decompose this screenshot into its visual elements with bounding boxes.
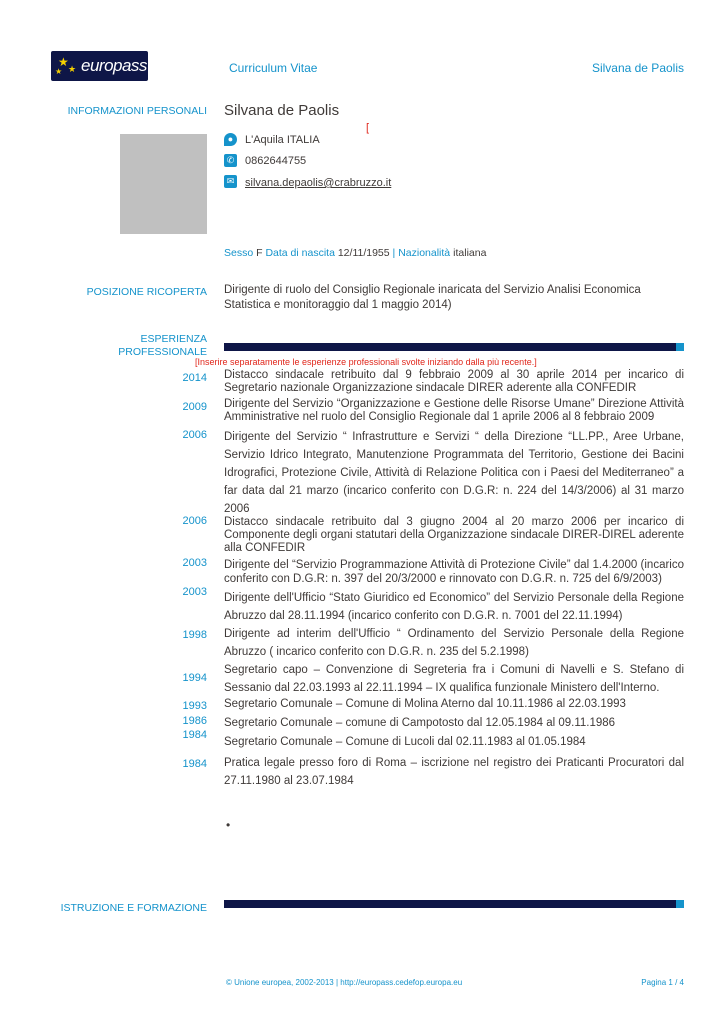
logo-text: europass [81,56,147,75]
footer-copyright: © Unione europea, 2002-2013 | http://europass.cedefop.europa.eu [226,978,463,987]
section-label-education: ISTRUZIONE E FORMAZIONE [60,902,207,914]
email-link[interactable]: silvana.depaolis@crabruzzo.it [245,177,392,189]
photo-placeholder [120,134,207,234]
sex-label: Sesso [224,247,254,259]
section-label-personal: INFORMAZIONI PERSONALI [67,105,207,117]
year: 1984 [182,729,207,741]
year: 1984 [182,758,207,770]
experience-entry: Segretario Comunale – comune di Campotosto dal 12.05.1984 al 09.11.1986 [224,717,616,729]
doc-title: Curriculum Vitae [229,61,318,75]
year: 1986 [182,715,207,727]
experience-entry: Distacco sindacale retribuito dal 9 febbraio 2009 al 30 aprile 2014 per incarico di Segretario nazionale Organizzazione sindacale DIRER aderente alla CONFEDIR [224,369,684,394]
europass-logo [51,51,148,81]
sex-value: F [256,247,263,259]
nationality-value: italiana [453,247,487,259]
year: 2006 [182,515,207,527]
year: 2009 [182,401,207,413]
section-label-position: POSIZIONE RICOPERTA [86,286,207,298]
year: 1993 [182,700,207,712]
star-icon: ★ [58,55,69,69]
header-name: Silvana de Paolis [591,61,684,75]
year: 2003 [182,557,207,569]
person-name: Silvana de Paolis [224,102,340,119]
experience-entry: Dirigente dell'Ufficio “Stato Giuridico ed Economico” del Servizio Personale della Regione Abruzzo dal 28.11.1994 (incarico conferito con D.G.R. n. 7001 del 22.11.1994) [224,592,684,622]
experience-entry: Pratica legale presso foro di Roma – iscrizione nel registro dei Praticanti Procuratori dal 27.11.1980 al 23.07.1984 [224,757,684,787]
star-icon: ★ [68,64,77,74]
phone: 0862644755 [245,155,307,167]
year: 1998 [182,629,207,641]
experience-entry: Dirigente del “Servizio Programmazione Attività di Protezione Civile” dal 1.4.2000 (incarico conferito con D.G.R: n. 397 del 20/3/2000 e rinnovato con D.G.R. n. 725 del 6/9/2003) [224,559,684,585]
experience-entry: Dirigente del Servizio “ Infrastrutture e Servizi “ della Direzione “LL.PP., Aree Urbane, Servizio Idrico Integrato, Manutenzione Programmata del Territorio, Gestione dei Bacini Idrografici, Protezione Civile, Attività di Relazione Politica con i Paesi del Mediterraneo” a far data dal 21 marzo (incarico conferito con D.G.R: n. 224 del 14/3/2006) al 31 marzo 2006 [224,431,684,515]
experience-entry: Segretario Comunale – Comune di Lucoli dal 02.11.1983 al 01.05.1984 [224,736,586,748]
section-bar-experience [224,343,684,351]
red-bracket: [ [366,122,370,134]
year: 2003 [182,586,207,598]
experience-entry: Segretario capo – Convenzione di Segreteria fra i Comuni di Navelli e S. Stefano di Sessanio dal 22.03.1993 al 22.11.1994 – IX qualifica funzionale Ministero dell'Interno. [224,664,684,694]
year: 2014 [182,372,207,384]
experience-entry: Dirigente del Servizio “Organizzazione e Gestione delle Risorse Umane” Direzione Attività Amministrative nel ruolo del Consiglio Regionale dal 1 aprile 2006 al 8 febbraio 2009 [224,398,684,423]
address: L'Aquila ITALIA [245,134,320,146]
phone-icon: ✆ [224,154,237,167]
section-label-experience: ESPERIENZA PROFESSIONALE [118,333,207,358]
personal-details [224,247,486,259]
experience-entry: Segretario Comunale – Comune di Molina Aterno dal 10.11.1986 al 22.03.1993 [224,698,626,710]
experience-note: [Inserire separatamente le esperienze professionali svolte iniziando dalla più recente.] [195,357,537,367]
separator: | [392,247,396,259]
experience-entry: Distacco sindacale retribuito dal 3 giugno 2004 al 20 marzo 2006 per incarico di Componente degli organi statutari della Organizzazione sindacale DIRER-DIREL aderente alla CONFEDIR [224,516,684,554]
location-icon: ● [224,133,237,146]
position-text: Dirigente di ruolo del Consiglio Regionale inaricata del Servizio Analisi Economica Statistica e monitoraggio dal 1 maggio 2014) [224,284,641,311]
email-icon: ✉ [224,175,237,188]
section-bar-education [224,900,684,908]
bullet: • [226,818,231,832]
birth-label: Data di nascita [265,247,335,259]
star-icon: ★ [55,67,63,76]
year: 2006 [182,429,207,441]
year: 1994 [182,672,207,684]
footer-page: Pagina 1 / 4 [641,978,684,987]
experience-entry: Dirigente ad interim dell'Ufficio “ Ordinamento del Servizio Personale della Regione Abruzzo ( incarico conferito con D.G.R. n. 235 del 5.2.1998) [224,628,684,658]
birth-value: 12/11/1955 [337,247,390,259]
nationality-label: Nazionalità [398,247,451,259]
